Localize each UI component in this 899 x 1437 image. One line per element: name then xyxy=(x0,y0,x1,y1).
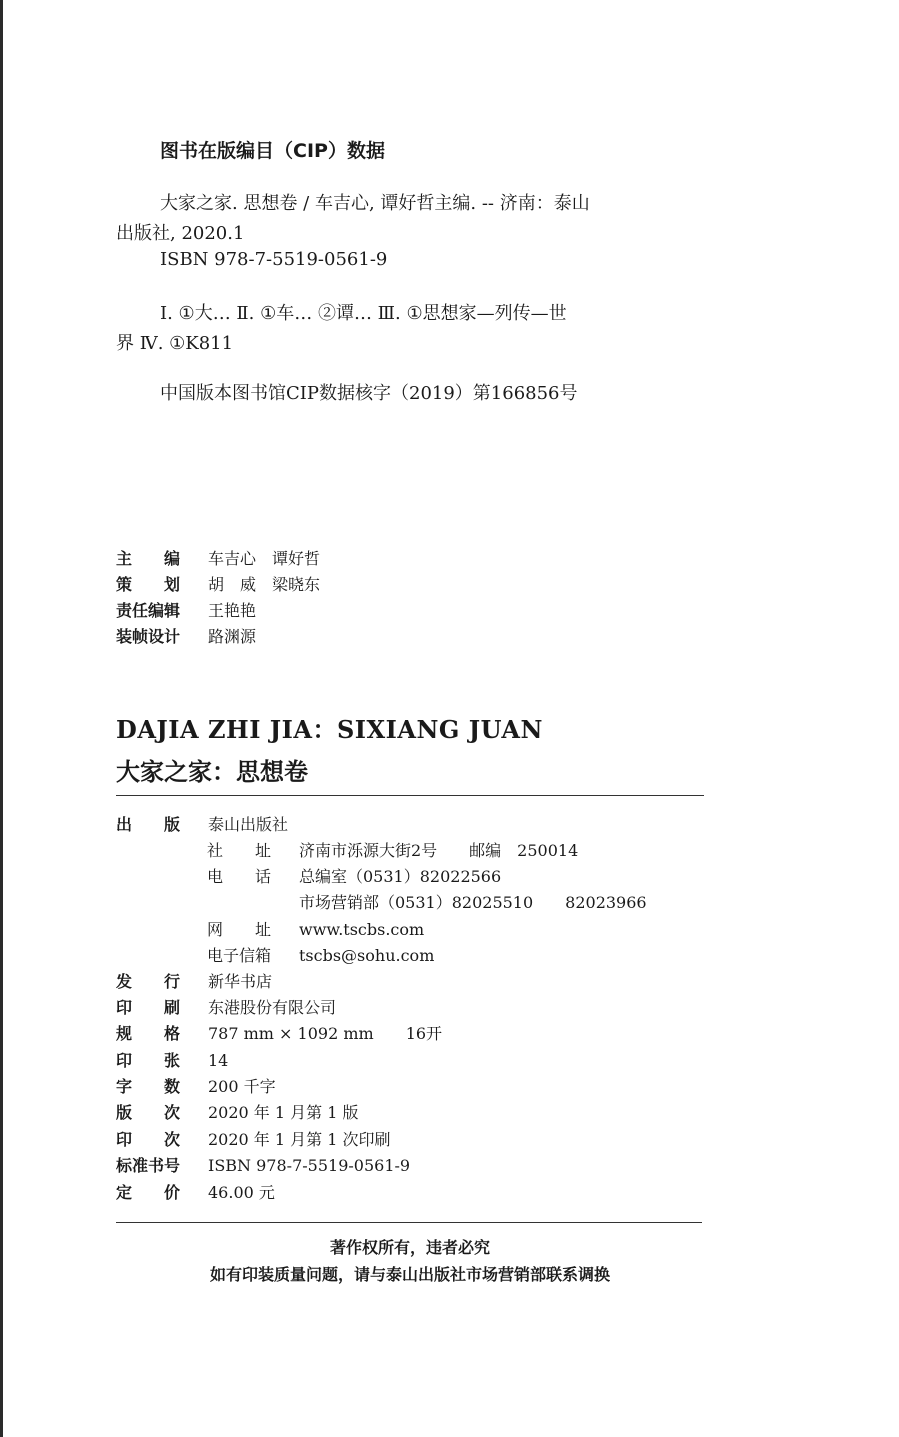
phone-value-editorial: 总编室（0531）82022566 xyxy=(299,867,502,886)
publisher-row xyxy=(116,812,288,835)
spec-label: 发 行 xyxy=(116,972,181,991)
credit-value: 车吉心 谭好哲 xyxy=(208,549,321,568)
copyright-notice: 著作权所有，违者必究 xyxy=(329,1238,490,1257)
credit-label: 主 编 xyxy=(116,549,181,568)
spec-label: 标准书号 xyxy=(116,1156,181,1175)
spec-label: 版 次 xyxy=(116,1103,181,1122)
spec-row xyxy=(116,1180,275,1203)
spec-value: 2020 年 1 月第 1 次印刷 xyxy=(208,1130,391,1149)
cip-classification-line-2: 界 Ⅳ. ①K811 xyxy=(116,333,234,354)
spec-label: 印 刷 xyxy=(116,998,181,1017)
spec-row xyxy=(116,1127,391,1150)
divider-top xyxy=(116,795,704,796)
credit-label: 装帧设计 xyxy=(116,627,181,646)
cip-heading: 图书在版编目（CIP）数据 xyxy=(160,140,385,162)
spec-row xyxy=(116,969,272,992)
spec-value: 787 mm × 1092 mm 16开 xyxy=(208,1024,443,1043)
title-chinese: 大家之家：思想卷 xyxy=(116,757,308,786)
spec-row xyxy=(116,1100,359,1123)
spec-label: 规 格 xyxy=(116,1024,181,1043)
credit-value: 胡 威 梁晓东 xyxy=(208,575,321,594)
spec-value: 东港股份有限公司 xyxy=(208,998,337,1017)
spec-label: 字 数 xyxy=(116,1077,181,1096)
spec-row xyxy=(116,1048,228,1071)
spec-value: 14 xyxy=(208,1051,229,1070)
website-value: www.tscbs.com xyxy=(299,920,425,939)
title-latin: DAJIA ZHI JIA：SIXIANG JUAN xyxy=(116,715,543,744)
address-value: 济南市泺源大街2号 邮编 250014 xyxy=(299,841,579,860)
replacement-notice: 如有印装质量问题，请与泰山出版社市场营销部联系调换 xyxy=(209,1265,610,1284)
cip-isbn: ISBN 978-7-5519-0561-9 xyxy=(160,249,388,270)
spec-value: 200 千字 xyxy=(208,1077,276,1096)
spec-label: 定 价 xyxy=(116,1183,181,1202)
website-label: 网 址 xyxy=(207,920,272,939)
email-row xyxy=(207,943,434,966)
credit-row xyxy=(116,572,320,595)
spec-row xyxy=(116,1021,442,1044)
email-value: tscbs@sohu.com xyxy=(299,946,435,965)
credit-label: 责任编辑 xyxy=(116,601,181,620)
credit-value: 王艳艳 xyxy=(208,601,257,620)
address-label: 社 址 xyxy=(207,841,272,860)
spec-label: 印 次 xyxy=(116,1130,181,1149)
cip-catalog-line-1: 大家之家. 思想卷 / 车吉心, 谭好哲主编. -- 济南：泰山 xyxy=(160,193,590,214)
spec-value: 2020 年 1 月第 1 版 xyxy=(208,1103,359,1122)
phone-label: 电 话 xyxy=(207,867,272,886)
spec-value: 新华书店 xyxy=(208,972,273,991)
credit-row xyxy=(116,546,320,569)
credit-row xyxy=(116,598,256,621)
cip-record-number: 中国版本图书馆CIP数据核字（2019）第166856号 xyxy=(160,383,578,404)
phone-row xyxy=(207,864,501,887)
publisher-label: 出 版 xyxy=(116,815,181,834)
spec-row xyxy=(116,1153,410,1176)
spec-label: 印 张 xyxy=(116,1051,181,1070)
spec-row xyxy=(116,995,336,1018)
spec-value: 46.00 元 xyxy=(208,1183,275,1202)
spec-row xyxy=(116,1074,276,1097)
divider-bottom xyxy=(116,1222,702,1223)
credit-row xyxy=(116,624,256,647)
publisher-value: 泰山出版社 xyxy=(208,815,289,834)
page-edge xyxy=(0,0,3,1437)
address-row xyxy=(207,838,578,861)
phone-row-marketing xyxy=(299,890,647,913)
credit-label: 策 划 xyxy=(116,575,181,594)
website-row xyxy=(207,917,424,940)
email-label: 电子信箱 xyxy=(207,946,272,965)
cip-classification-line-1: Ⅰ. ①大… Ⅱ. ①车… ②谭… Ⅲ. ①思想家—列传—世 xyxy=(160,303,567,324)
phone-value-marketing: 市场营销部（0531）82025510 82023966 xyxy=(299,893,647,912)
cip-catalog-line-2: 出版社, 2020.1 xyxy=(116,223,245,244)
credit-value: 路渊源 xyxy=(208,627,257,646)
spec-value: ISBN 978-7-5519-0561-9 xyxy=(208,1156,411,1175)
